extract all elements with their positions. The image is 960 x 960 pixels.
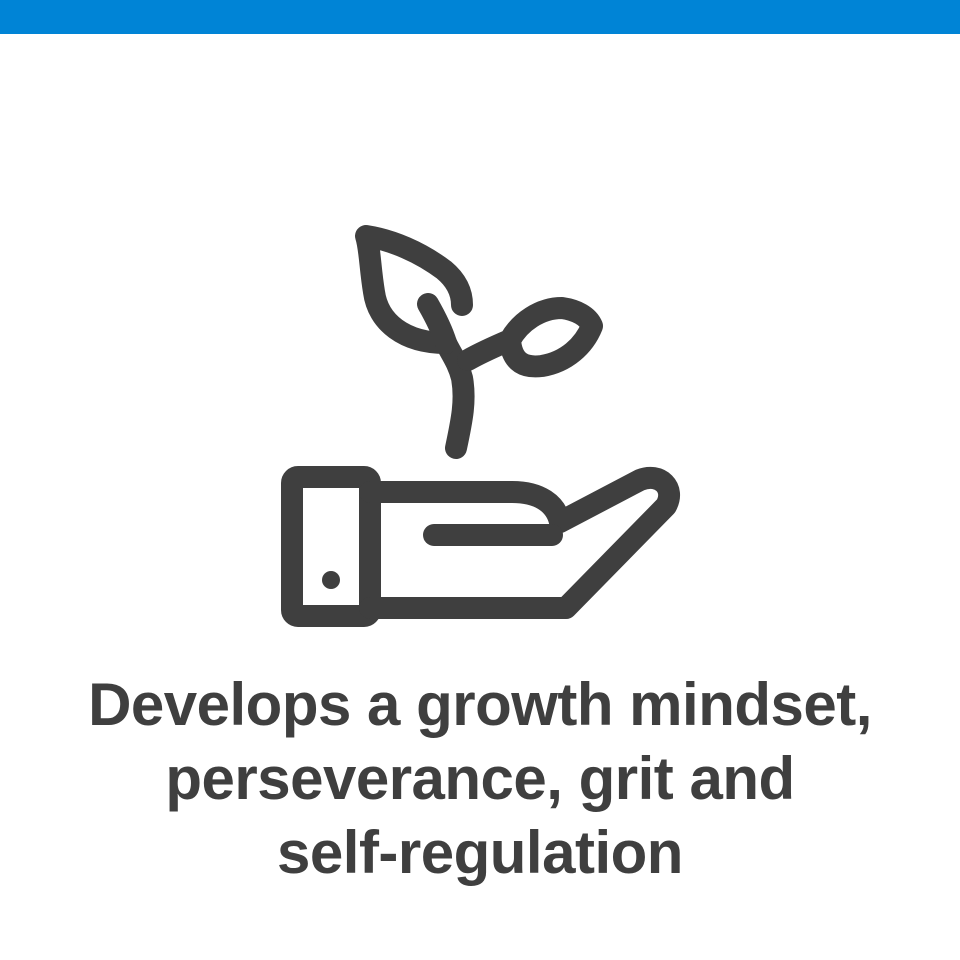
caption-line-2: perseverance, grit and (165, 745, 795, 812)
caption-line-1: Develops a growth mindset, (88, 671, 872, 738)
sleeve-cuff (292, 477, 370, 616)
cuff-button-dot (322, 571, 340, 589)
caption-line-3: self-regulation (277, 819, 683, 886)
caption (40, 668, 920, 890)
sprout-right-leaf (468, 308, 592, 366)
